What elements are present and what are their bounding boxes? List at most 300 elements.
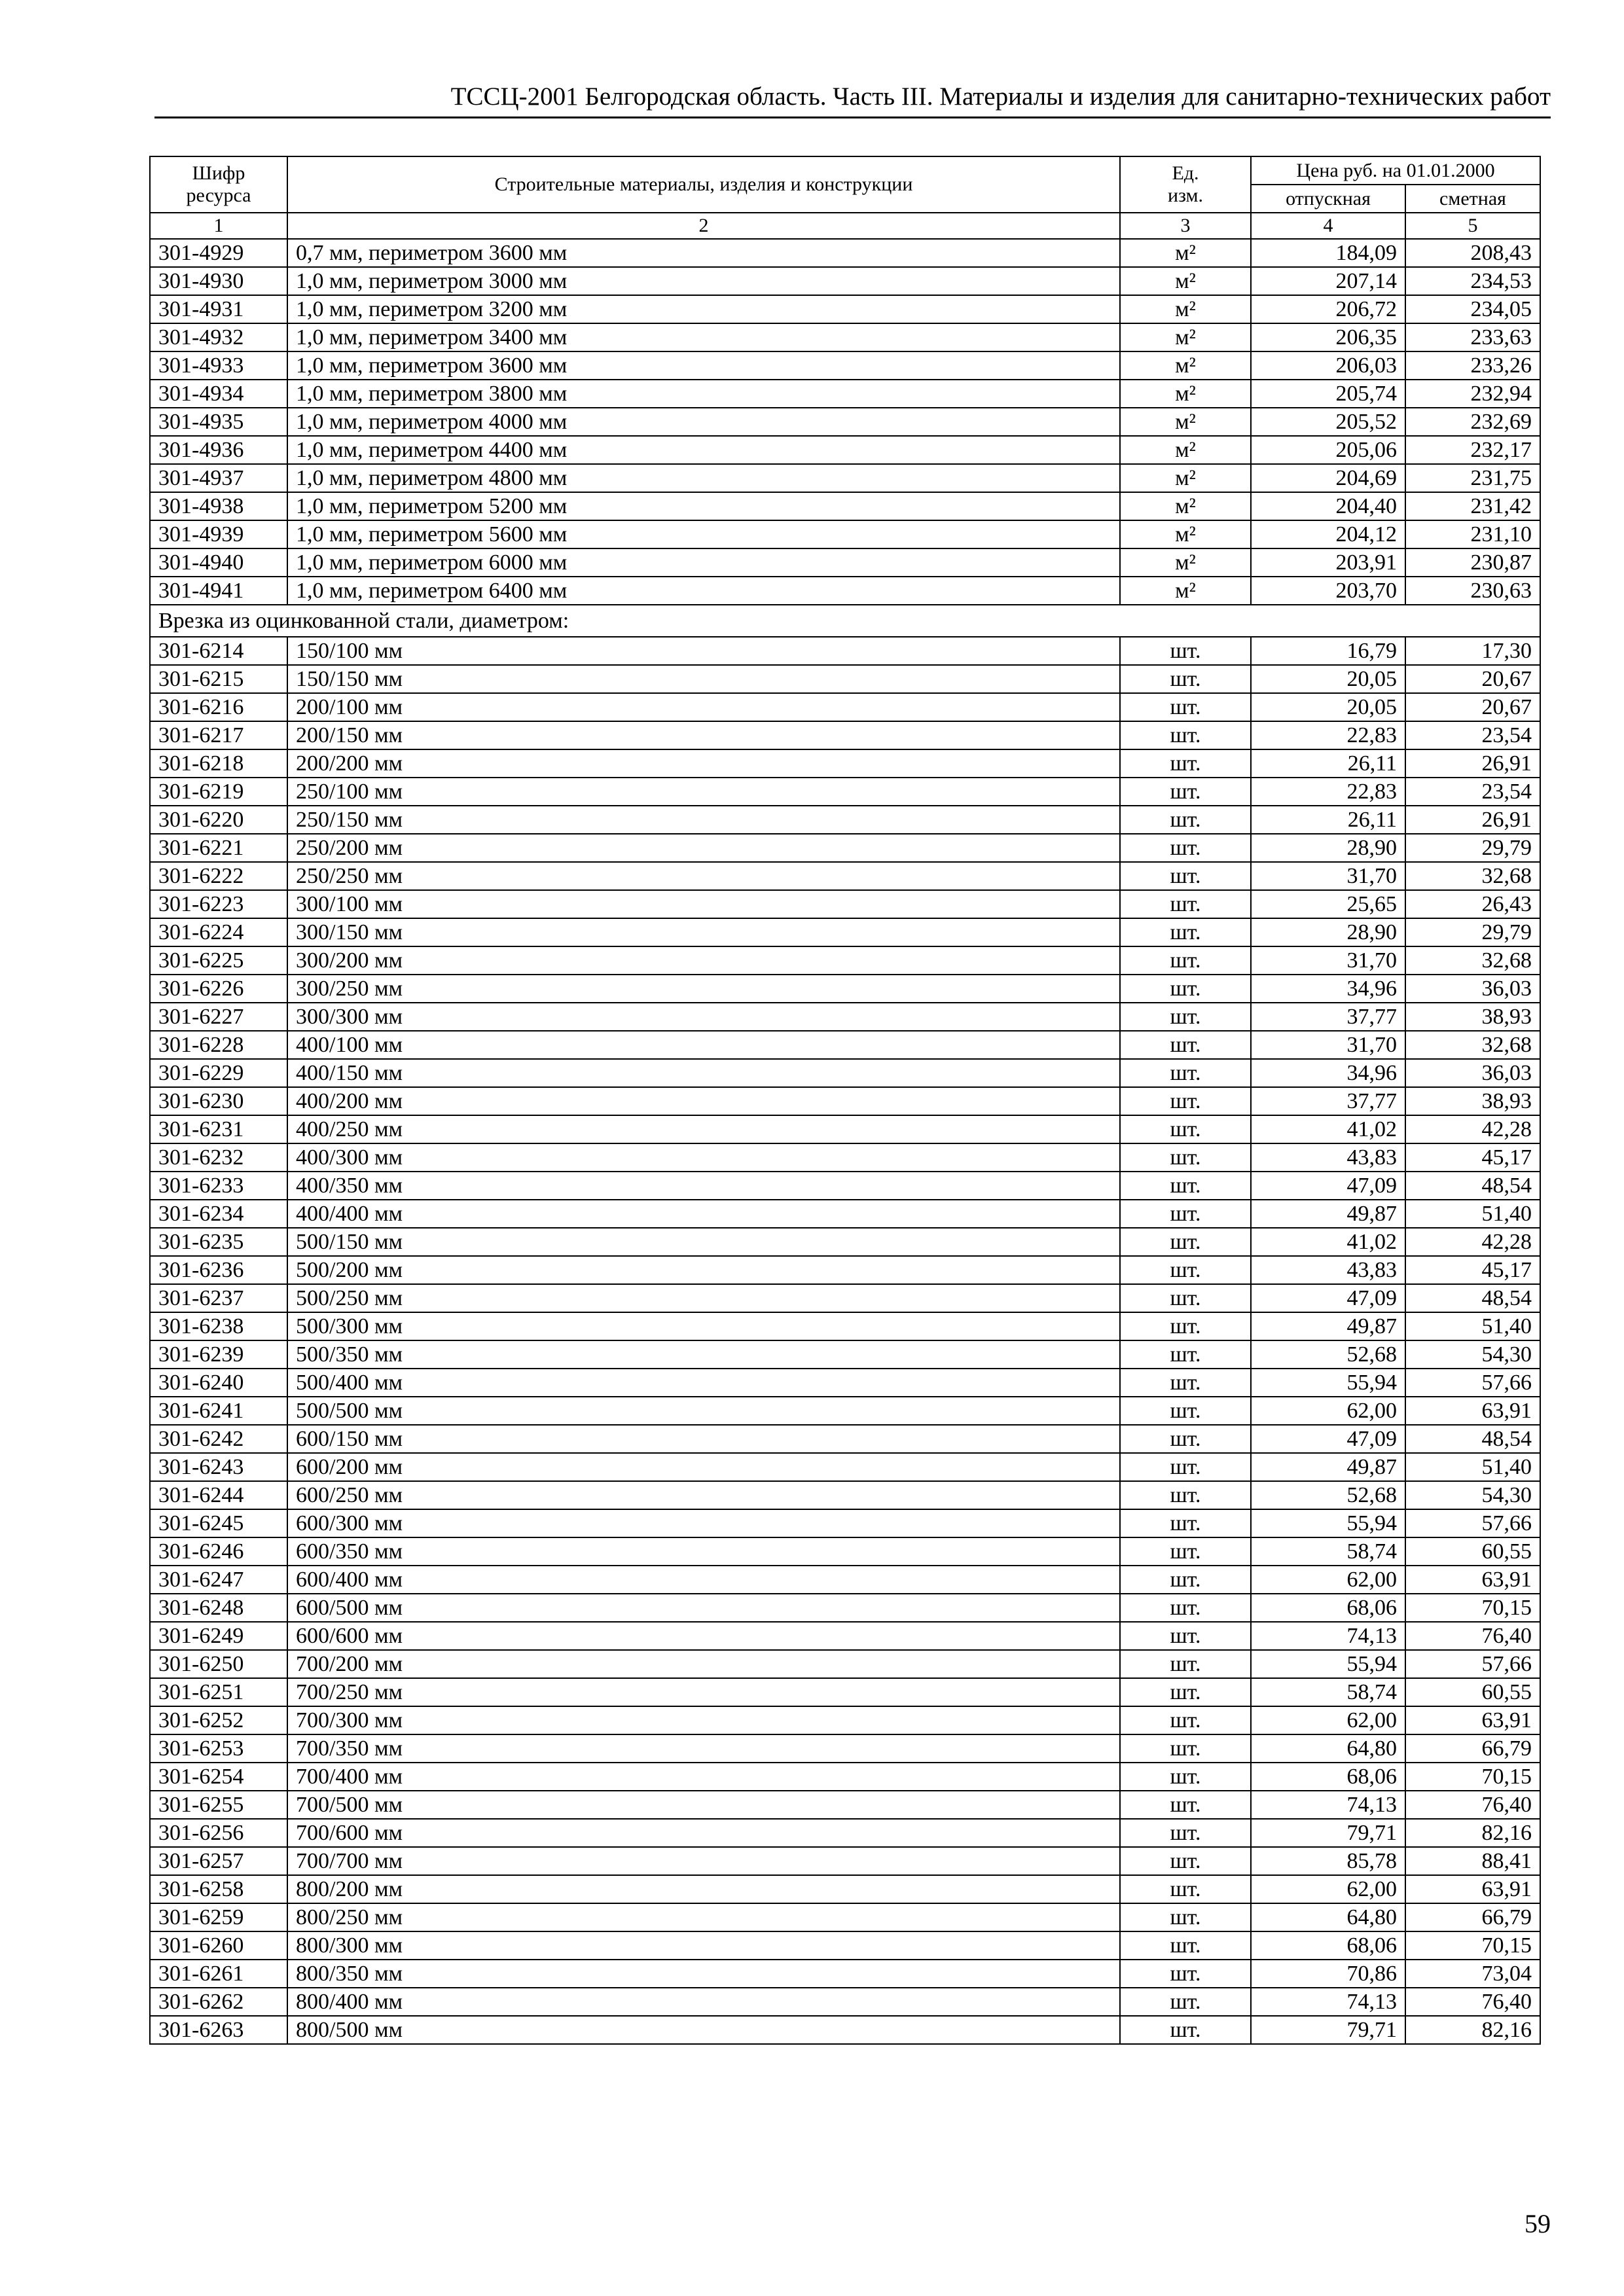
cell-name: 500/250 мм <box>287 1284 1120 1312</box>
cell-release-price: 20,05 <box>1251 665 1405 693</box>
table-row <box>150 693 1540 721</box>
cell-release-price: 55,94 <box>1251 1650 1405 1678</box>
cell-name: 500/200 мм <box>287 1256 1120 1284</box>
cell-unit: шт. <box>1120 721 1251 749</box>
table-row <box>150 1650 1540 1678</box>
cell-unit: шт. <box>1120 1537 1251 1566</box>
cell-name: 700/600 мм <box>287 1819 1120 1847</box>
table-row <box>150 1425 1540 1453</box>
cell-name: 800/500 мм <box>287 2016 1120 2044</box>
cell-unit: шт. <box>1120 1678 1251 1706</box>
cell-unit: шт. <box>1120 1312 1251 1340</box>
cell-release-price: 22,83 <box>1251 721 1405 749</box>
cell-unit: м² <box>1120 436 1251 464</box>
cell-release-price: 62,00 <box>1251 1397 1405 1425</box>
cell-unit: шт. <box>1120 1960 1251 1988</box>
cell-estimate-price: 232,69 <box>1405 408 1540 436</box>
cell-release-price: 55,94 <box>1251 1369 1405 1397</box>
cell-name: 200/200 мм <box>287 749 1120 778</box>
cell-code: 301-6219 <box>150 778 287 806</box>
cell-name: 600/350 мм <box>287 1537 1120 1566</box>
cell-release-price: 205,52 <box>1251 408 1405 436</box>
cell-code: 301-6255 <box>150 1791 287 1819</box>
cell-unit: м² <box>1120 492 1251 520</box>
cell-estimate-price: 230,87 <box>1405 548 1540 577</box>
cell-code: 301-6227 <box>150 1003 287 1031</box>
cell-release-price: 37,77 <box>1251 1087 1405 1115</box>
cell-name: 600/600 мм <box>287 1622 1120 1650</box>
cell-name: 300/200 мм <box>287 946 1120 975</box>
cell-release-price: 34,96 <box>1251 975 1405 1003</box>
cell-unit: шт. <box>1120 1875 1251 1903</box>
table-row <box>150 1566 1540 1594</box>
cell-code: 301-6218 <box>150 749 287 778</box>
table-row <box>150 492 1540 520</box>
table-row <box>150 239 1540 267</box>
cell-estimate-price: 88,41 <box>1405 1847 1540 1875</box>
cell-name: 300/100 мм <box>287 890 1120 918</box>
cell-code: 301-6230 <box>150 1087 287 1115</box>
cell-release-price: 26,11 <box>1251 749 1405 778</box>
cell-name: 0,7 мм, периметром 3600 мм <box>287 239 1120 267</box>
cell-estimate-price: 29,79 <box>1405 918 1540 946</box>
cell-name: 200/100 мм <box>287 693 1120 721</box>
table-row <box>150 1875 1540 1903</box>
table-row <box>150 1340 1540 1369</box>
cell-unit: шт. <box>1120 1706 1251 1734</box>
cell-name: 1,0 мм, периметром 6000 мм <box>287 548 1120 577</box>
cell-name: 400/400 мм <box>287 1200 1120 1228</box>
cell-code: 301-4930 <box>150 267 287 295</box>
cell-estimate-price: 231,75 <box>1405 464 1540 492</box>
cell-name: 1,0 мм, периметром 3000 мм <box>287 267 1120 295</box>
cell-unit: шт. <box>1120 975 1251 1003</box>
cell-name: 700/250 мм <box>287 1678 1120 1706</box>
header-divider <box>154 117 1551 118</box>
cell-name: 700/200 мм <box>287 1650 1120 1678</box>
cell-unit: м² <box>1120 351 1251 380</box>
header-unit: Ед. изм. <box>1120 156 1251 213</box>
cell-unit: шт. <box>1120 1059 1251 1087</box>
table-row <box>150 267 1540 295</box>
cell-release-price: 68,06 <box>1251 1763 1405 1791</box>
cell-code: 301-6246 <box>150 1537 287 1566</box>
table-row <box>150 577 1540 605</box>
cell-name: 500/400 мм <box>287 1369 1120 1397</box>
table-row <box>150 1594 1540 1622</box>
cell-name: 1,0 мм, периметром 6400 мм <box>287 577 1120 605</box>
header-name: Строительные материалы, изделия и конструкции <box>287 156 1120 213</box>
cell-unit: шт. <box>1120 2016 1251 2044</box>
cell-release-price: 206,03 <box>1251 351 1405 380</box>
cell-release-price: 74,13 <box>1251 1988 1405 2016</box>
cell-name: 800/400 мм <box>287 1988 1120 2016</box>
cell-estimate-price: 38,93 <box>1405 1087 1540 1115</box>
table-row <box>150 1143 1540 1172</box>
cell-release-price: 68,06 <box>1251 1931 1405 1960</box>
table-row <box>150 1819 1540 1847</box>
cell-release-price: 47,09 <box>1251 1425 1405 1453</box>
cell-unit: шт. <box>1120 1988 1251 2016</box>
cell-code: 301-6221 <box>150 834 287 862</box>
table-row <box>150 1003 1540 1031</box>
cell-unit: шт. <box>1120 834 1251 862</box>
cell-name: 1,0 мм, периметром 3200 мм <box>287 295 1120 323</box>
cell-release-price: 68,06 <box>1251 1594 1405 1622</box>
cell-name: 700/350 мм <box>287 1734 1120 1763</box>
cell-estimate-price: 20,67 <box>1405 665 1540 693</box>
cell-estimate-price: 23,54 <box>1405 721 1540 749</box>
cell-estimate-price: 42,28 <box>1405 1115 1540 1143</box>
cell-release-price: 49,87 <box>1251 1453 1405 1481</box>
table-row <box>150 637 1540 665</box>
cell-release-price: 85,78 <box>1251 1847 1405 1875</box>
cell-name: 1,0 мм, периметром 5600 мм <box>287 520 1120 548</box>
cell-release-price: 55,94 <box>1251 1509 1405 1537</box>
cell-code: 301-6247 <box>150 1566 287 1594</box>
cell-estimate-price: 233,63 <box>1405 323 1540 351</box>
table-row <box>150 1256 1540 1284</box>
cell-estimate-price: 63,91 <box>1405 1397 1540 1425</box>
table-row <box>150 1200 1540 1228</box>
cell-estimate-price: 60,55 <box>1405 1537 1540 1566</box>
cell-estimate-price: 57,66 <box>1405 1509 1540 1537</box>
cell-code: 301-6239 <box>150 1340 287 1369</box>
cell-unit: шт. <box>1120 778 1251 806</box>
cell-estimate-price: 20,67 <box>1405 693 1540 721</box>
cell-release-price: 206,35 <box>1251 323 1405 351</box>
header-code: Шифр ресурса <box>150 156 287 213</box>
cell-unit: м² <box>1120 267 1251 295</box>
cell-name: 500/500 мм <box>287 1397 1120 1425</box>
cell-release-price: 74,13 <box>1251 1791 1405 1819</box>
cell-name: 500/300 мм <box>287 1312 1120 1340</box>
cell-release-price: 64,80 <box>1251 1734 1405 1763</box>
cell-unit: шт. <box>1120 1734 1251 1763</box>
cell-release-price: 31,70 <box>1251 1031 1405 1059</box>
cell-unit: шт. <box>1120 1228 1251 1256</box>
table-row <box>150 1763 1540 1791</box>
cell-code: 301-4940 <box>150 548 287 577</box>
cell-release-price: 41,02 <box>1251 1115 1405 1143</box>
cell-release-price: 79,71 <box>1251 2016 1405 2044</box>
cell-code: 301-6220 <box>150 806 287 834</box>
cell-release-price: 16,79 <box>1251 637 1405 665</box>
cell-code: 301-6217 <box>150 721 287 749</box>
cell-unit: шт. <box>1120 1650 1251 1678</box>
cell-code: 301-6229 <box>150 1059 287 1087</box>
cell-estimate-price: 63,91 <box>1405 1566 1540 1594</box>
cell-estimate-price: 48,54 <box>1405 1172 1540 1200</box>
cell-name: 1,0 мм, периметром 3800 мм <box>287 380 1120 408</box>
cell-code: 301-6252 <box>150 1706 287 1734</box>
cell-estimate-price: 63,91 <box>1405 1875 1540 1903</box>
cell-release-price: 204,12 <box>1251 520 1405 548</box>
cell-release-price: 41,02 <box>1251 1228 1405 1256</box>
cell-release-price: 204,40 <box>1251 492 1405 520</box>
cell-release-price: 52,68 <box>1251 1340 1405 1369</box>
cell-name: 700/300 мм <box>287 1706 1120 1734</box>
cell-unit: шт. <box>1120 1087 1251 1115</box>
cell-release-price: 58,74 <box>1251 1537 1405 1566</box>
cell-name: 600/500 мм <box>287 1594 1120 1622</box>
cell-code: 301-6232 <box>150 1143 287 1172</box>
cell-estimate-price: 63,91 <box>1405 1706 1540 1734</box>
cell-unit: м² <box>1120 408 1251 436</box>
cell-name: 400/300 мм <box>287 1143 1120 1172</box>
cell-code: 301-4933 <box>150 351 287 380</box>
cell-name: 600/150 мм <box>287 1425 1120 1453</box>
table-row <box>150 520 1540 548</box>
cell-unit: м² <box>1120 520 1251 548</box>
cell-code: 301-4939 <box>150 520 287 548</box>
column-number: 2 <box>287 213 1120 239</box>
cell-code: 301-6258 <box>150 1875 287 1903</box>
cell-code: 301-6244 <box>150 1481 287 1509</box>
cell-unit: м² <box>1120 464 1251 492</box>
cell-release-price: 64,80 <box>1251 1903 1405 1931</box>
cell-estimate-price: 234,05 <box>1405 295 1540 323</box>
cell-unit: шт. <box>1120 1200 1251 1228</box>
column-number: 5 <box>1405 213 1540 239</box>
cell-code: 301-4934 <box>150 380 287 408</box>
cell-name: 300/300 мм <box>287 1003 1120 1031</box>
cell-name: 800/350 мм <box>287 1960 1120 1988</box>
table-row <box>150 1678 1540 1706</box>
cell-name: 600/400 мм <box>287 1566 1120 1594</box>
table-row <box>150 1397 1540 1425</box>
cell-name: 400/250 мм <box>287 1115 1120 1143</box>
cell-code: 301-6249 <box>150 1622 287 1650</box>
cell-estimate-price: 230,63 <box>1405 577 1540 605</box>
cell-estimate-price: 76,40 <box>1405 1791 1540 1819</box>
group1-body <box>150 239 1540 605</box>
table-row <box>150 548 1540 577</box>
cell-code: 301-6262 <box>150 1988 287 2016</box>
cell-unit: шт. <box>1120 890 1251 918</box>
cell-release-price: 47,09 <box>1251 1172 1405 1200</box>
table-row <box>150 946 1540 975</box>
cell-unit: шт. <box>1120 1115 1251 1143</box>
table-row <box>150 834 1540 862</box>
cell-unit: шт. <box>1120 1847 1251 1875</box>
cell-unit: шт. <box>1120 1791 1251 1819</box>
cell-estimate-price: 76,40 <box>1405 1622 1540 1650</box>
cell-name: 250/250 мм <box>287 862 1120 890</box>
cell-code: 301-6234 <box>150 1200 287 1228</box>
cell-estimate-price: 232,17 <box>1405 436 1540 464</box>
column-number: 1 <box>150 213 287 239</box>
cell-estimate-price: 66,79 <box>1405 1903 1540 1931</box>
cell-unit: шт. <box>1120 1819 1251 1847</box>
cell-estimate-price: 51,40 <box>1405 1312 1540 1340</box>
cell-name: 1,0 мм, периметром 3400 мм <box>287 323 1120 351</box>
cell-code: 301-4936 <box>150 436 287 464</box>
table-row <box>150 1172 1540 1200</box>
cell-unit: шт. <box>1120 1031 1251 1059</box>
cell-code: 301-6225 <box>150 946 287 975</box>
cell-code: 301-4929 <box>150 239 287 267</box>
cell-code: 301-6236 <box>150 1256 287 1284</box>
cell-unit: шт. <box>1120 806 1251 834</box>
cell-release-price: 205,74 <box>1251 380 1405 408</box>
table-row <box>150 1791 1540 1819</box>
cell-estimate-price: 70,15 <box>1405 1763 1540 1791</box>
cell-estimate-price: 57,66 <box>1405 1650 1540 1678</box>
cell-unit: м² <box>1120 548 1251 577</box>
cell-code: 301-6248 <box>150 1594 287 1622</box>
cell-code: 301-4932 <box>150 323 287 351</box>
cell-code: 301-6256 <box>150 1819 287 1847</box>
cell-release-price: 207,14 <box>1251 267 1405 295</box>
cell-unit: шт. <box>1120 749 1251 778</box>
cell-release-price: 205,06 <box>1251 436 1405 464</box>
cell-release-price: 58,74 <box>1251 1678 1405 1706</box>
cell-name: 700/400 мм <box>287 1763 1120 1791</box>
cell-name: 700/500 мм <box>287 1791 1120 1819</box>
cell-estimate-price: 29,79 <box>1405 834 1540 862</box>
cell-estimate-price: 82,16 <box>1405 2016 1540 2044</box>
cell-estimate-price: 23,54 <box>1405 778 1540 806</box>
header-price-group: Цена руб. на 01.01.2000 <box>1251 156 1540 185</box>
cell-unit: м² <box>1120 295 1251 323</box>
cell-code: 301-4941 <box>150 577 287 605</box>
page-header-title: ТССЦ-2001 Белгородская область. Часть III. Материалы и изделия для санитарно-технических работ <box>450 82 1551 111</box>
cell-release-price: 79,71 <box>1251 1819 1405 1847</box>
cell-estimate-price: 32,68 <box>1405 1031 1540 1059</box>
cell-code: 301-4938 <box>150 492 287 520</box>
cell-release-price: 62,00 <box>1251 1706 1405 1734</box>
table-row <box>150 1931 1540 1960</box>
cell-unit: шт. <box>1120 1453 1251 1481</box>
table-row <box>150 749 1540 778</box>
cell-name: 800/250 мм <box>287 1903 1120 1931</box>
cell-estimate-price: 232,94 <box>1405 380 1540 408</box>
cell-name: 250/200 мм <box>287 834 1120 862</box>
cell-estimate-price: 26,91 <box>1405 806 1540 834</box>
cell-release-price: 47,09 <box>1251 1284 1405 1312</box>
cell-estimate-price: 32,68 <box>1405 862 1540 890</box>
table-row <box>150 1734 1540 1763</box>
cell-unit: шт. <box>1120 1172 1251 1200</box>
cell-unit: шт. <box>1120 1284 1251 1312</box>
cell-unit: шт. <box>1120 1931 1251 1960</box>
table-row <box>150 323 1540 351</box>
cell-unit: шт. <box>1120 918 1251 946</box>
cell-estimate-price: 73,04 <box>1405 1960 1540 1988</box>
table-row <box>150 806 1540 834</box>
cell-estimate-price: 36,03 <box>1405 1059 1540 1087</box>
cell-estimate-price: 82,16 <box>1405 1819 1540 1847</box>
cell-name: 150/100 мм <box>287 637 1120 665</box>
table-row <box>150 436 1540 464</box>
cell-estimate-price: 70,15 <box>1405 1931 1540 1960</box>
cell-estimate-price: 36,03 <box>1405 975 1540 1003</box>
cell-unit: шт. <box>1120 665 1251 693</box>
cell-release-price: 34,96 <box>1251 1059 1405 1087</box>
table-row <box>150 464 1540 492</box>
cell-release-price: 52,68 <box>1251 1481 1405 1509</box>
table-row <box>150 975 1540 1003</box>
cell-code: 301-6250 <box>150 1650 287 1678</box>
cell-release-price: 20,05 <box>1251 693 1405 721</box>
cell-unit: шт. <box>1120 1509 1251 1537</box>
cell-name: 1,0 мм, периметром 3600 мм <box>287 351 1120 380</box>
cell-unit: шт. <box>1120 1763 1251 1791</box>
cell-code: 301-6253 <box>150 1734 287 1763</box>
cell-code: 301-6233 <box>150 1172 287 1200</box>
cell-code: 301-6215 <box>150 665 287 693</box>
cell-estimate-price: 26,43 <box>1405 890 1540 918</box>
cell-code: 301-6231 <box>150 1115 287 1143</box>
cell-estimate-price: 76,40 <box>1405 1988 1540 2016</box>
cell-unit: шт. <box>1120 1143 1251 1172</box>
cell-estimate-price: 32,68 <box>1405 946 1540 975</box>
cell-unit: шт. <box>1120 1003 1251 1031</box>
cell-code: 301-6226 <box>150 975 287 1003</box>
cell-code: 301-6228 <box>150 1031 287 1059</box>
cell-estimate-price: 54,30 <box>1405 1340 1540 1369</box>
cell-estimate-price: 54,30 <box>1405 1481 1540 1509</box>
column-number: 3 <box>1120 213 1251 239</box>
table-row <box>150 778 1540 806</box>
table-row <box>150 1537 1540 1566</box>
cell-release-price: 43,83 <box>1251 1256 1405 1284</box>
cell-release-price: 74,13 <box>1251 1622 1405 1650</box>
cell-unit: шт. <box>1120 1481 1251 1509</box>
cell-estimate-price: 48,54 <box>1405 1425 1540 1453</box>
cell-estimate-price: 51,40 <box>1405 1200 1540 1228</box>
cell-code: 301-6245 <box>150 1509 287 1537</box>
cell-estimate-price: 66,79 <box>1405 1734 1540 1763</box>
cell-name: 400/150 мм <box>287 1059 1120 1087</box>
cell-name: 300/150 мм <box>287 918 1120 946</box>
cell-release-price: 49,87 <box>1251 1200 1405 1228</box>
table-row <box>150 862 1540 890</box>
cell-unit: шт. <box>1120 1340 1251 1369</box>
table-row <box>150 295 1540 323</box>
cell-name: 1,0 мм, периметром 4000 мм <box>287 408 1120 436</box>
header-release-price: отпускная <box>1251 185 1405 213</box>
table-row <box>150 1481 1540 1509</box>
cell-code: 301-6257 <box>150 1847 287 1875</box>
cell-unit: шт. <box>1120 1622 1251 1650</box>
cell-code: 301-6224 <box>150 918 287 946</box>
table-row <box>150 1903 1540 1931</box>
cell-code: 301-4931 <box>150 295 287 323</box>
cell-code: 301-6238 <box>150 1312 287 1340</box>
table-row <box>150 1622 1540 1650</box>
cell-unit: шт. <box>1120 1397 1251 1425</box>
cell-name: 400/350 мм <box>287 1172 1120 1200</box>
table-row <box>150 1960 1540 1988</box>
cell-name: 800/300 мм <box>287 1931 1120 1960</box>
cell-name: 1,0 мм, периметром 4800 мм <box>287 464 1120 492</box>
cell-estimate-price: 38,93 <box>1405 1003 1540 1031</box>
table-row <box>150 380 1540 408</box>
cell-estimate-price: 51,40 <box>1405 1453 1540 1481</box>
cell-name: 600/200 мм <box>287 1453 1120 1481</box>
cell-release-price: 62,00 <box>1251 1875 1405 1903</box>
cell-code: 301-6235 <box>150 1228 287 1256</box>
table-row <box>150 1115 1540 1143</box>
cell-release-price: 31,70 <box>1251 946 1405 975</box>
cell-name: 600/300 мм <box>287 1509 1120 1537</box>
cell-release-price: 31,70 <box>1251 862 1405 890</box>
cell-name: 1,0 мм, периметром 5200 мм <box>287 492 1120 520</box>
cell-estimate-price: 60,55 <box>1405 1678 1540 1706</box>
cell-unit: шт. <box>1120 1425 1251 1453</box>
